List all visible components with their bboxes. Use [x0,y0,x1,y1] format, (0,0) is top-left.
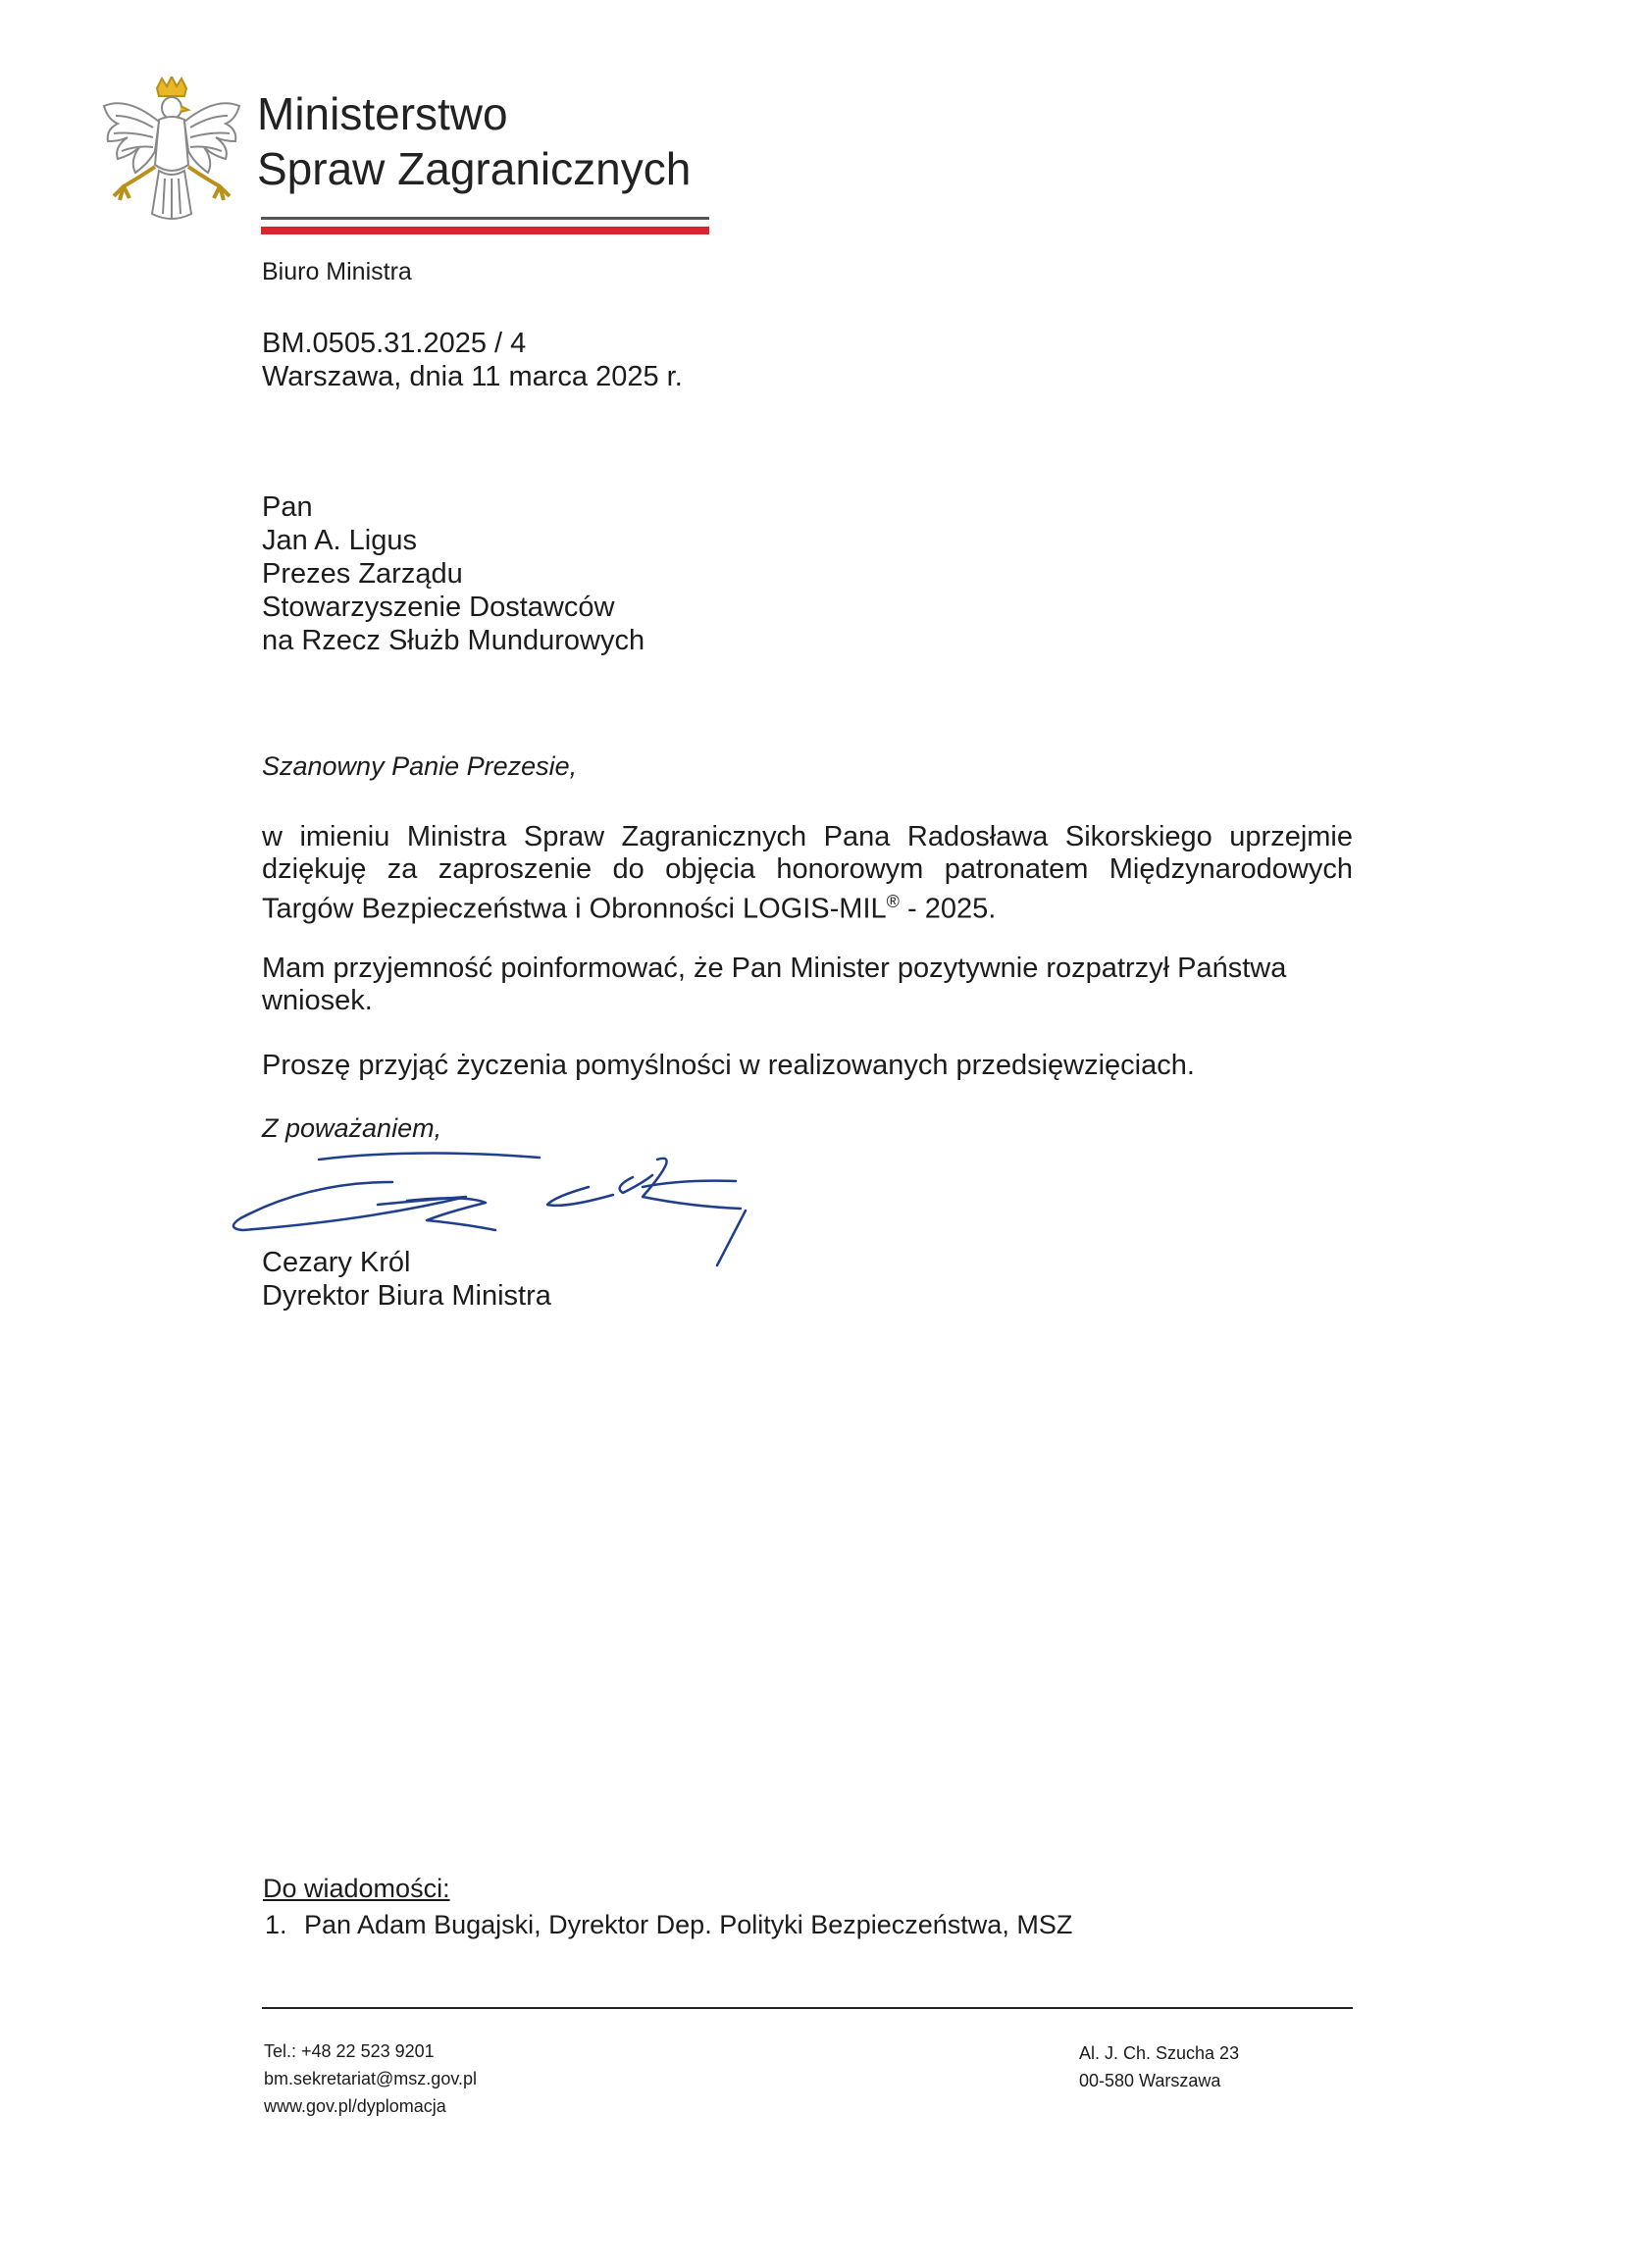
ministry-name-line-1: Ministerstwo [257,88,508,139]
header-divider-line [261,217,709,220]
footer-street: Al. J. Ch. Szucha 23 [1079,2043,1240,2063]
header-red-stripe [261,227,709,234]
signer-name: Cezary Król [262,1247,411,1278]
addressee-organization-cont: na Rzecz Służb Mundurowych [262,625,645,656]
addressee-name: Jan A. Ligus [262,525,417,556]
footer-address [1079,2039,1239,2094]
paragraph-1-end: - 2025. [899,893,997,925]
cc-list-item [265,1910,1072,1940]
body-paragraph-2: Mam przyjemność poinformować, że Pan Minister pozytywnie rozpatrzył Państwa wniosek. [262,953,1287,1016]
footer-phone: Tel.: +48 22 523 9201 [264,2041,435,2061]
salutation: Szanowny Panie Prezesie, [262,751,578,781]
addressee-block [262,490,645,657]
footer-contact [264,2037,477,2120]
ministry-name [257,86,691,196]
registered-mark: ® [886,892,900,911]
ministry-name-line-2: Spraw Zagranicznych [257,143,692,194]
cc-heading: Do wiadomości: [263,1874,450,1903]
body-paragraph-1 [262,821,1353,926]
addressee-organization: Stowarzyszenie Dostawców [262,592,615,623]
cc-item-number: 1. [265,1910,287,1939]
footer-divider [262,2007,1353,2009]
signer-block [262,1246,551,1313]
footer-website[interactable]: www.gov.pl/dyplomacja [264,2096,446,2116]
body-paragraph-3: Proszę przyjąć życzenia pomyślności w realizowanych przedsięwzięciach. [262,1050,1195,1081]
addressee-position: Prezes Zarządu [262,558,463,590]
reference-block [262,327,683,393]
place-date: Warszawa, dnia 11 marca 2025 r. [262,361,683,392]
cc-item-text: Pan Adam Bugajski, Dyrektor Dep. Polityki Bezpieczeństwa, MSZ [304,1910,1073,1939]
footer-city: 00-580 Warszawa [1079,2071,1221,2090]
addressee-line: Pan [262,491,313,523]
closing-phrase: Z poważaniem, [262,1113,442,1143]
polish-eagle-emblem-icon [98,77,245,235]
footer-email[interactable]: bm.sekretariat@msz.gov.pl [264,2069,478,2088]
reference-number: BM.0505.31.2025 / 4 [262,328,527,359]
paragraph-1-text: w imieniu Ministra Spraw Zagranicznych Pana Radosława Sikorskiego uprzejmie dziękuję za zaproszenie do objęcia honorowym patronatem Międzynarodowych Targów Bezpieczeństwa i Obronności LOGIS-MIL [262,821,1353,925]
office-name: Biuro Ministra [262,258,412,285]
signer-title: Dyrektor Biura Ministra [262,1280,551,1312]
